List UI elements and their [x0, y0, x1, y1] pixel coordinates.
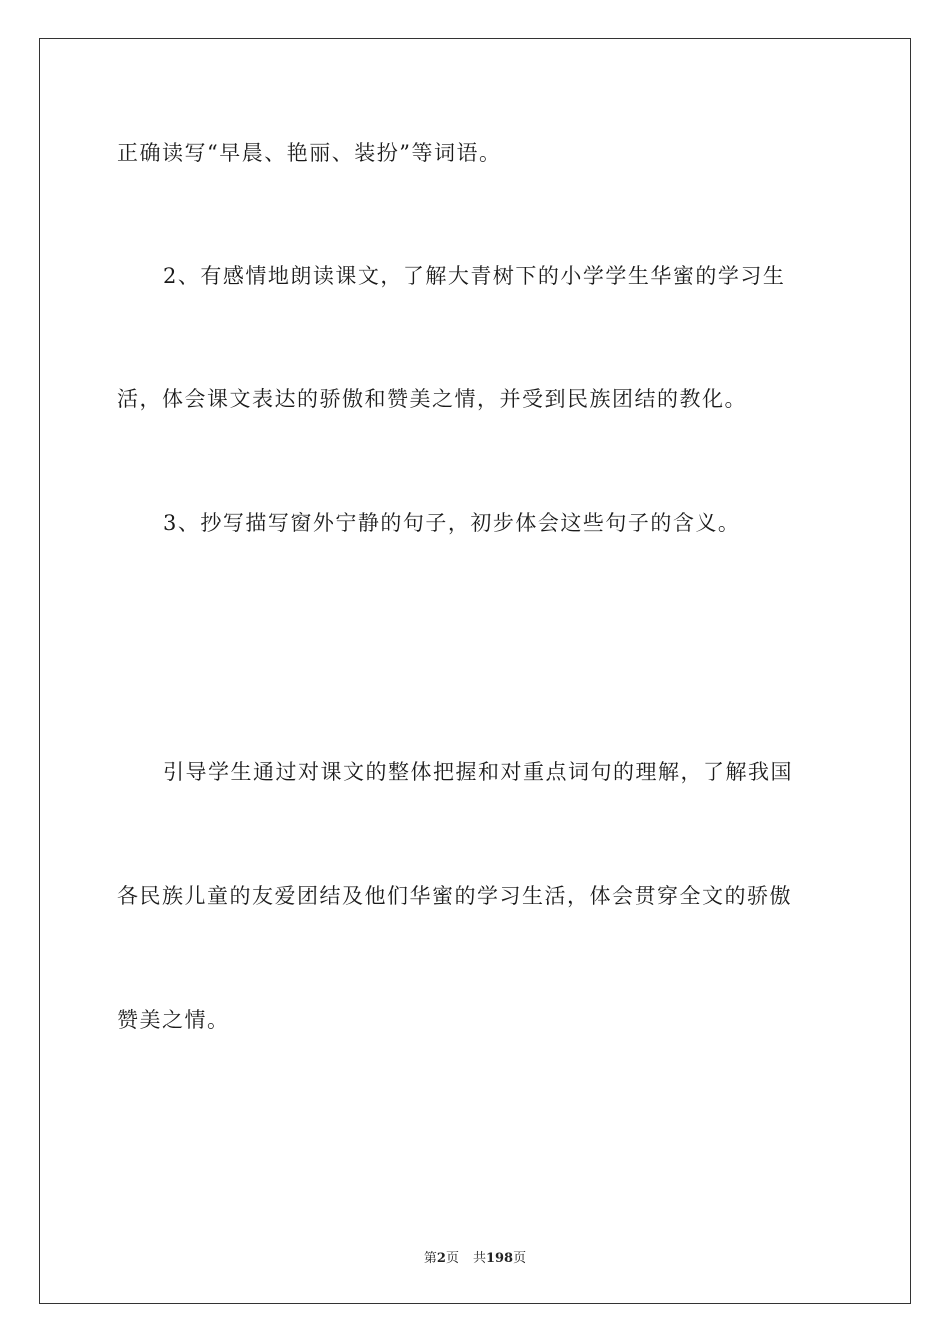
paragraph-line-1: 正确读写“早晨、艳丽、装扮”等词语。	[117, 141, 502, 165]
paragraph-line-7: 赞美之情。	[117, 1008, 230, 1032]
footer-page-suffix: 页	[445, 1251, 459, 1266]
footer-page-prefix: 第	[423, 1251, 437, 1266]
footer-total-pages: 198	[485, 1251, 514, 1266]
paragraph-line-6: 各民族儿童的友爱团结及他们华蜜的学习生活，体会贯穿全文的骄傲	[117, 884, 792, 908]
page-footer	[0, 1250, 950, 1268]
paragraph-line-5: 引导学生通过对课文的整体把握和对重点词句的理解，了解我国	[163, 760, 793, 784]
footer-total-prefix: 共	[472, 1251, 486, 1266]
paragraph-line-4: 3、抄写描写窗外宁静的句子，初步体会这些句子的含义。	[163, 511, 741, 535]
page-border	[39, 38, 911, 1304]
paragraph-line-3: 活，体会课文表达的骄傲和赞美之情，并受到民族团结的教化。	[117, 387, 747, 411]
paragraph-line-2: 2、有感情地朗读课文，了解大青树下的小学学生华蜜的学习生	[163, 264, 786, 288]
footer-total-suffix: 页	[513, 1251, 527, 1266]
footer-page-number: 2	[436, 1251, 446, 1266]
